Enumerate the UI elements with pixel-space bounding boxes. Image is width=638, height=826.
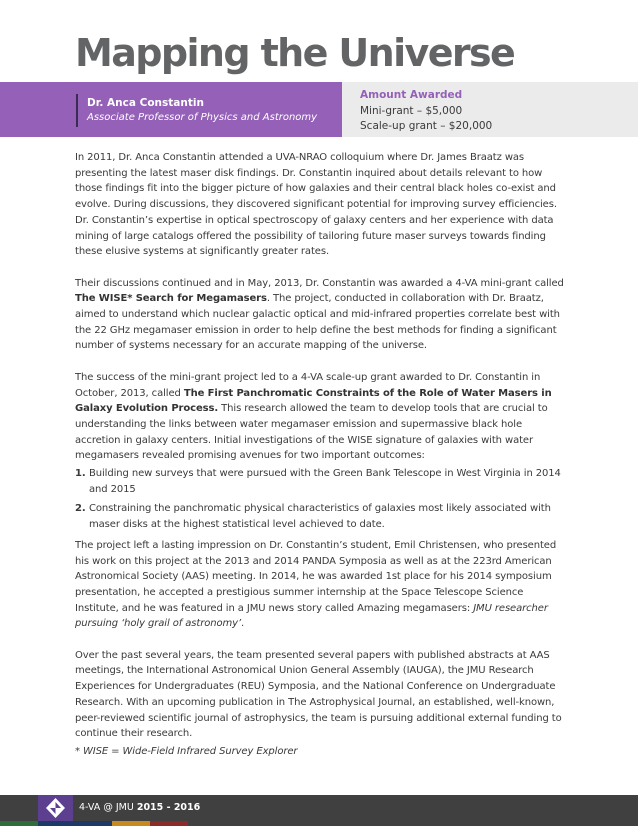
paragraph-intro: In 2011, Dr. Anca Constantin attended a UVA-NRAO colloquium where Dr. James Braatz was presenting the latest maser disk findings. Dr. Constantin inquired about details relevant to how those findings fit into the bigger picture of how galaxies and their central black holes co-exist and evolve. During discussions, they discovered significant potential for improving survey efficiencies. Dr. Constantin’s expertise in optical spectroscopy of galaxy centers and her experience with data mining of large catalogs offered the possibility of tailoring future maser surveys towards finding these elusive systems at significantly greater rates. [75,152,557,258]
footer-stripe [150,821,188,826]
author-role: Associate Professor of Physics and Astronomy [87,112,318,123]
paragraph-outcomes: Over the past several years, the team presented several papers with published abstracts at AAS meetings, the International Astronomical Union General Assembly (IAUGA), the JMU Research Experiences for Undergraduates (REU) Symposia, and the National Conference on Undergraduate Research. With an upcoming publication in The Astrophysical Journal, an established, well-known, peer-reviewed scientific journal of astrophysics, the team is pursuing additional external funding to continue their research. [75,649,562,740]
paragraph-text: . [241,618,245,630]
page-title: Mapping the Universe [75,31,515,75]
award-band [342,82,638,137]
list-item-number: 2. [75,503,86,515]
outcomes-list [75,466,570,533]
paragraph-scaleup-grant [75,370,570,464]
page-footer [0,795,638,821]
author-name: Dr. Anca Constantin [87,97,204,109]
article-body [75,150,570,775]
author-band [0,82,342,137]
paragraph-student [75,538,570,632]
list-item-text: Constraining the panchromatic physical characteristics of galaxies most likely associated with maser disks at the highest statistical level achieved to date. [89,503,551,531]
award-scaleup-grant: Scale-up grant – $20,000 [360,120,493,132]
list-item [75,466,570,497]
list-item-number: 1. [75,468,86,480]
mini-grant-project-title: The WISE* Search for Megamasers [75,293,267,305]
paragraph-text: The success of the mini-grant project led to a 4-VA scale-up grant awarded to Dr. Constantin in October, 2013, called [75,371,541,399]
footnote: * WISE = Wide-Field Infrared Survey Explorer [75,745,298,757]
list-item-text: Building new surveys that were pursued with the Green Bank Telescope in West Virginia in 2014 and 2015 [89,468,561,495]
news-story-title: JMU researcher pursuing ‘holy grail of astronomy’ [75,602,548,630]
author-divider [76,94,78,127]
logo-box [38,795,73,821]
list-item [75,501,570,532]
footer-stripe [112,821,150,826]
award-label: Amount Awarded [360,89,463,101]
footer-stripe [38,821,112,826]
footer-stripe [188,821,638,826]
footer-years: 2015 - 2016 [136,802,201,813]
jmu-diamond-icon [46,798,65,818]
scaleup-project-title: The First Panchromatic Constraints of the Role of Water Masers in Galaxy Evolution Process. [75,387,552,415]
footer-stripe [0,821,38,826]
paragraph-text: Their discussions continued and in May, 2013, Dr. Constantin was awarded a 4-VA mini-grant called [75,277,564,289]
paragraph-text: The project left a lasting impression on Dr. Constantin’s student, Emil Christensen, who presented his work on this project at the 2013 and 2014 PANDA Symposia as well as at the 223rd American Astronomical Society (AAS) meeting. In 2014, he was awarded 1st place for his 2014 symposium presentation, he accepted a prestigious summer internship at the Space Telescope Science Institute, and he was featured in a JMU news story called Amazing megamasers: [75,539,557,614]
paragraph-text: . The project, conducted in collaboration with Dr. Braatz, aimed to understand which nuclear galactic optical and mid-infrared properties correlate best with the 22 GHz megamaser emission in order to help define the best methods for finding a significant number of systems necessary for an accurate mapping of the universe. [75,293,560,352]
paragraph-mini-grant [75,276,570,355]
footer-org: 4-VA @ JMU [79,802,134,813]
paragraph-text: This research allowed the team to develop tools that are crucial to understanding the links between water megamaser emission and supermassive black hole accretion in galaxy centers. Initial investigations of the WISE signature of galaxies with water megamasers revealed promising avenues for two important outcomes: [75,403,548,462]
award-mini-grant: Mini-grant – $5,000 [360,105,463,117]
footer-label [79,801,200,815]
